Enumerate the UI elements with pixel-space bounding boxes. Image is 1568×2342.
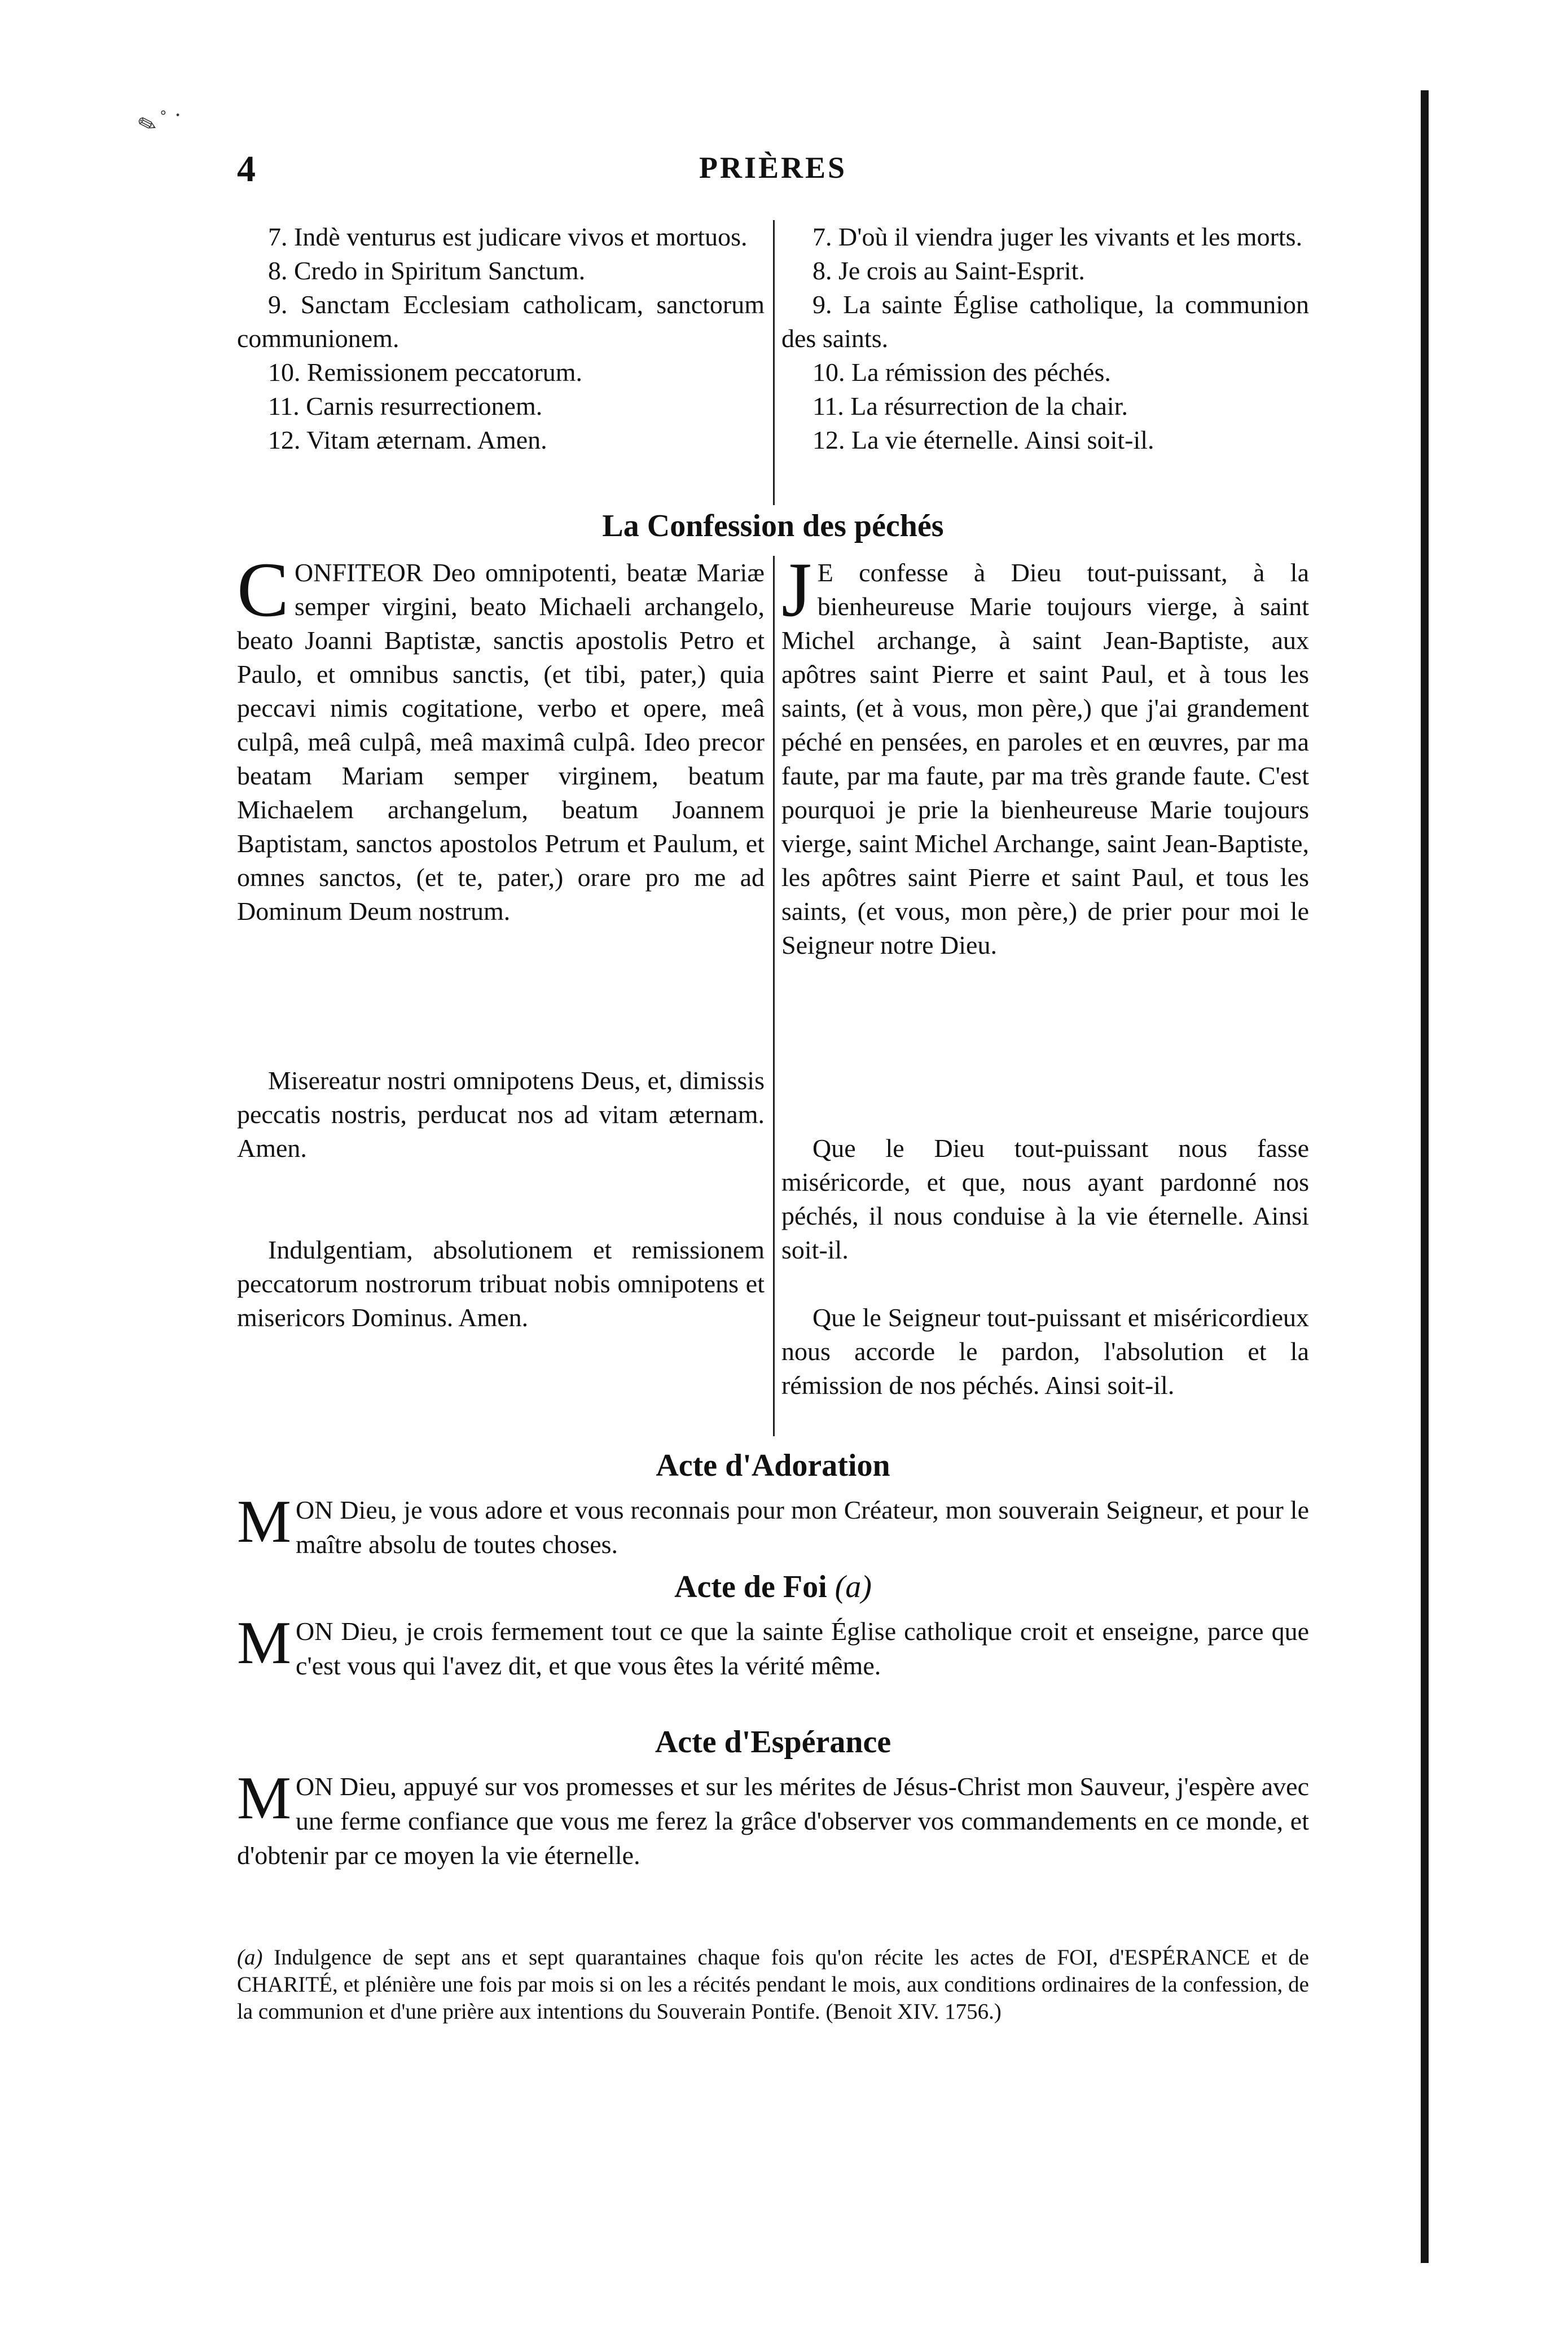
dropcap-letter: M [237, 1609, 292, 1677]
section-title-esperance: Acte d'Espérance [655, 1725, 891, 1760]
dropcap-letter: J [781, 546, 812, 633]
esperance-text: ON Dieu, appuyé sur vos promesses et sur les mérites de Jésus-Christ mon Sauveur, j'espère avec une ferme confiance que vous me ferez la grâce d'observer vos commandements en ce monde, et d'obtenir par ce moyen la vie éternelle. [237, 1772, 1309, 1870]
creed-latin-line: 11. Carnis resurrectionem. [268, 392, 543, 420]
section-title-foi [237, 1569, 1309, 1605]
section-title-confession: La Confession des péchés [602, 508, 944, 543]
indulgentiam-latin-text: Indulgentiam, absolutionem et remissionem peccatorum nostrorum tribuat nobis omnipotens et misericors Dominus. Amen. [237, 1235, 765, 1332]
footnote-text: Indulgence de sept ans et sept quarantaines chaque fois qu'on récite les actes de FOI, d'ESPÉRANCE et de CHARITÉ, et plénière une fois par mois si on les a récités pendant le mois, aux conditions ordinaires de la confession, de la communion et d'une prière aux intentions du Souverain Pontife. (Benoit XIV. 1756.) [237, 1945, 1309, 2024]
misereatur-latin [237, 1064, 765, 1233]
page-edge-shadow [1421, 90, 1429, 2263]
page-number: 4 [237, 148, 256, 190]
page-header [237, 148, 1309, 190]
dropcap-letter: M [237, 1765, 292, 1832]
confiteor-french [781, 546, 1309, 1131]
creed-latin-line: 12. Vitam æternam. Amen. [268, 426, 547, 454]
adoration-text: ON Dieu, je vous adore et vous reconnais pour mon Créateur, mon souverain Seigneur, et pour le maître absolu de toutes choses. [296, 1495, 1309, 1559]
confession-columns [237, 546, 1309, 1436]
misereatur-french [781, 1131, 1309, 1301]
dropcap-letter: C [237, 546, 289, 633]
foi-text: ON Dieu, je crois fermement tout ce que la sainte Église catholique croit et enseigne, parce que c'est vous qui l'avez dit, et que vous êtes la vérité même. [296, 1617, 1309, 1680]
dropcap-letter: M [237, 1488, 292, 1555]
foi-title-text: Acte de Foi [674, 1569, 827, 1604]
indulgentiam-french [781, 1301, 1309, 1402]
confiteor-latin [237, 546, 765, 1064]
footnote [237, 1944, 1309, 2025]
creed-latin-column [237, 220, 765, 457]
misereatur-french-text: Que le Dieu tout-puissant nous fasse miséricorde, et que, nous ayant pardonné nos péchés, il nous conduise à la vie éternelle. Ainsi soit-il. [781, 1134, 1309, 1264]
indulgentiam-french-text: Que le Seigneur tout-puissant et miséricordieux nous accorde le pardon, l'absolution et la rémission de nos péchés. Ainsi soit-il. [781, 1303, 1309, 1400]
confiteor-latin-text: ONFITEOR Deo omnipotenti, beatæ Mariæ semper virgini, beato Michaeli archangelo, beato Joanni Baptistæ, sanctis apostolis Petro et Paulo, et omnibus sanctis, (et tibi, pater,) quia peccavi nimis cogitatione, verbo et opere, meâ culpâ, meâ culpâ, meâ maximâ culpâ. Ideo precor beatam Mariam semper virginem, beatum Michaelem archangelum, beatum Joannem Baptistam, sanctos apostolos Petrum et Paulum, et omnes sanctos, (et te, pater,) orare pro me ad Dominum Deum nostrum. [237, 558, 765, 926]
confiteor-french-text: E confesse à Dieu tout-puissant, à la bienheureuse Marie toujours vierge, à saint Michel archange, à saint Jean-Baptiste, aux apôtres saint Pierre et saint Paul, et à tous les saints, (et à vous, mon père,) que j'ai grandement péché en pensées, en paroles et en œuvres, par ma faute, par ma faute, par ma très grande faute. C'est pourquoi je prie la bienheureuse Marie toujours vierge, saint Michel Archange, saint Jean-Baptiste, les apôtres saint Pierre et saint Paul, et tous les saints, (et vous, mon père,) de prier pour moi le Seigneur notre Dieu. [781, 558, 1309, 959]
creed-latin-line: 8. Credo in Spiritum Sanctum. [268, 256, 586, 285]
misereatur-latin-text: Misereatur nostri omnipotens Deus, et, dimissis peccatis nostris, perducat nos ad vitam æternam. Amen. [237, 1066, 765, 1163]
running-head: PRIÈRES [699, 151, 847, 185]
esperance-paragraph [237, 1765, 1309, 1872]
creed-latin-line: 7. Indè venturus est judicare vivos et mortuos. [268, 222, 748, 251]
creed-french-line: 9. La sainte Église catholique, la communion des saints. [781, 290, 1309, 353]
ink-smudge-icon: ✎ ˚ · [134, 101, 186, 140]
foi-paragraph [237, 1609, 1309, 1683]
adoration-paragraph [237, 1488, 1309, 1562]
creed-latin-line: 10. Remissionem peccatorum. [268, 358, 582, 387]
creed-latin-line: 9. Sanctam Ecclesiam catholicam, sanctorum communionem. [237, 290, 765, 353]
creed-french-line: 12. La vie éternelle. Ainsi soit-il. [812, 426, 1154, 454]
creed-french-line: 11. La résurrection de la chair. [812, 392, 1128, 420]
column-divider [773, 556, 775, 1436]
footnote-reference: (a) [834, 1569, 872, 1604]
creed-french-line: 7. D'où il viendra juger les vivants et les morts. [812, 222, 1303, 251]
footnote-mark: (a) [237, 1945, 263, 1970]
creed-columns [237, 220, 1309, 505]
confession-french-column [781, 546, 1309, 1402]
creed-french-line: 10. La rémission des péchés. [812, 358, 1111, 387]
creed-french-line: 8. Je crois au Saint-Esprit. [812, 256, 1085, 285]
creed-french-column [781, 220, 1309, 457]
column-divider [773, 220, 775, 505]
section-title-adoration: Acte d'Adoration [656, 1448, 890, 1483]
indulgentiam-latin [237, 1233, 765, 1335]
confession-latin-column [237, 546, 765, 1335]
